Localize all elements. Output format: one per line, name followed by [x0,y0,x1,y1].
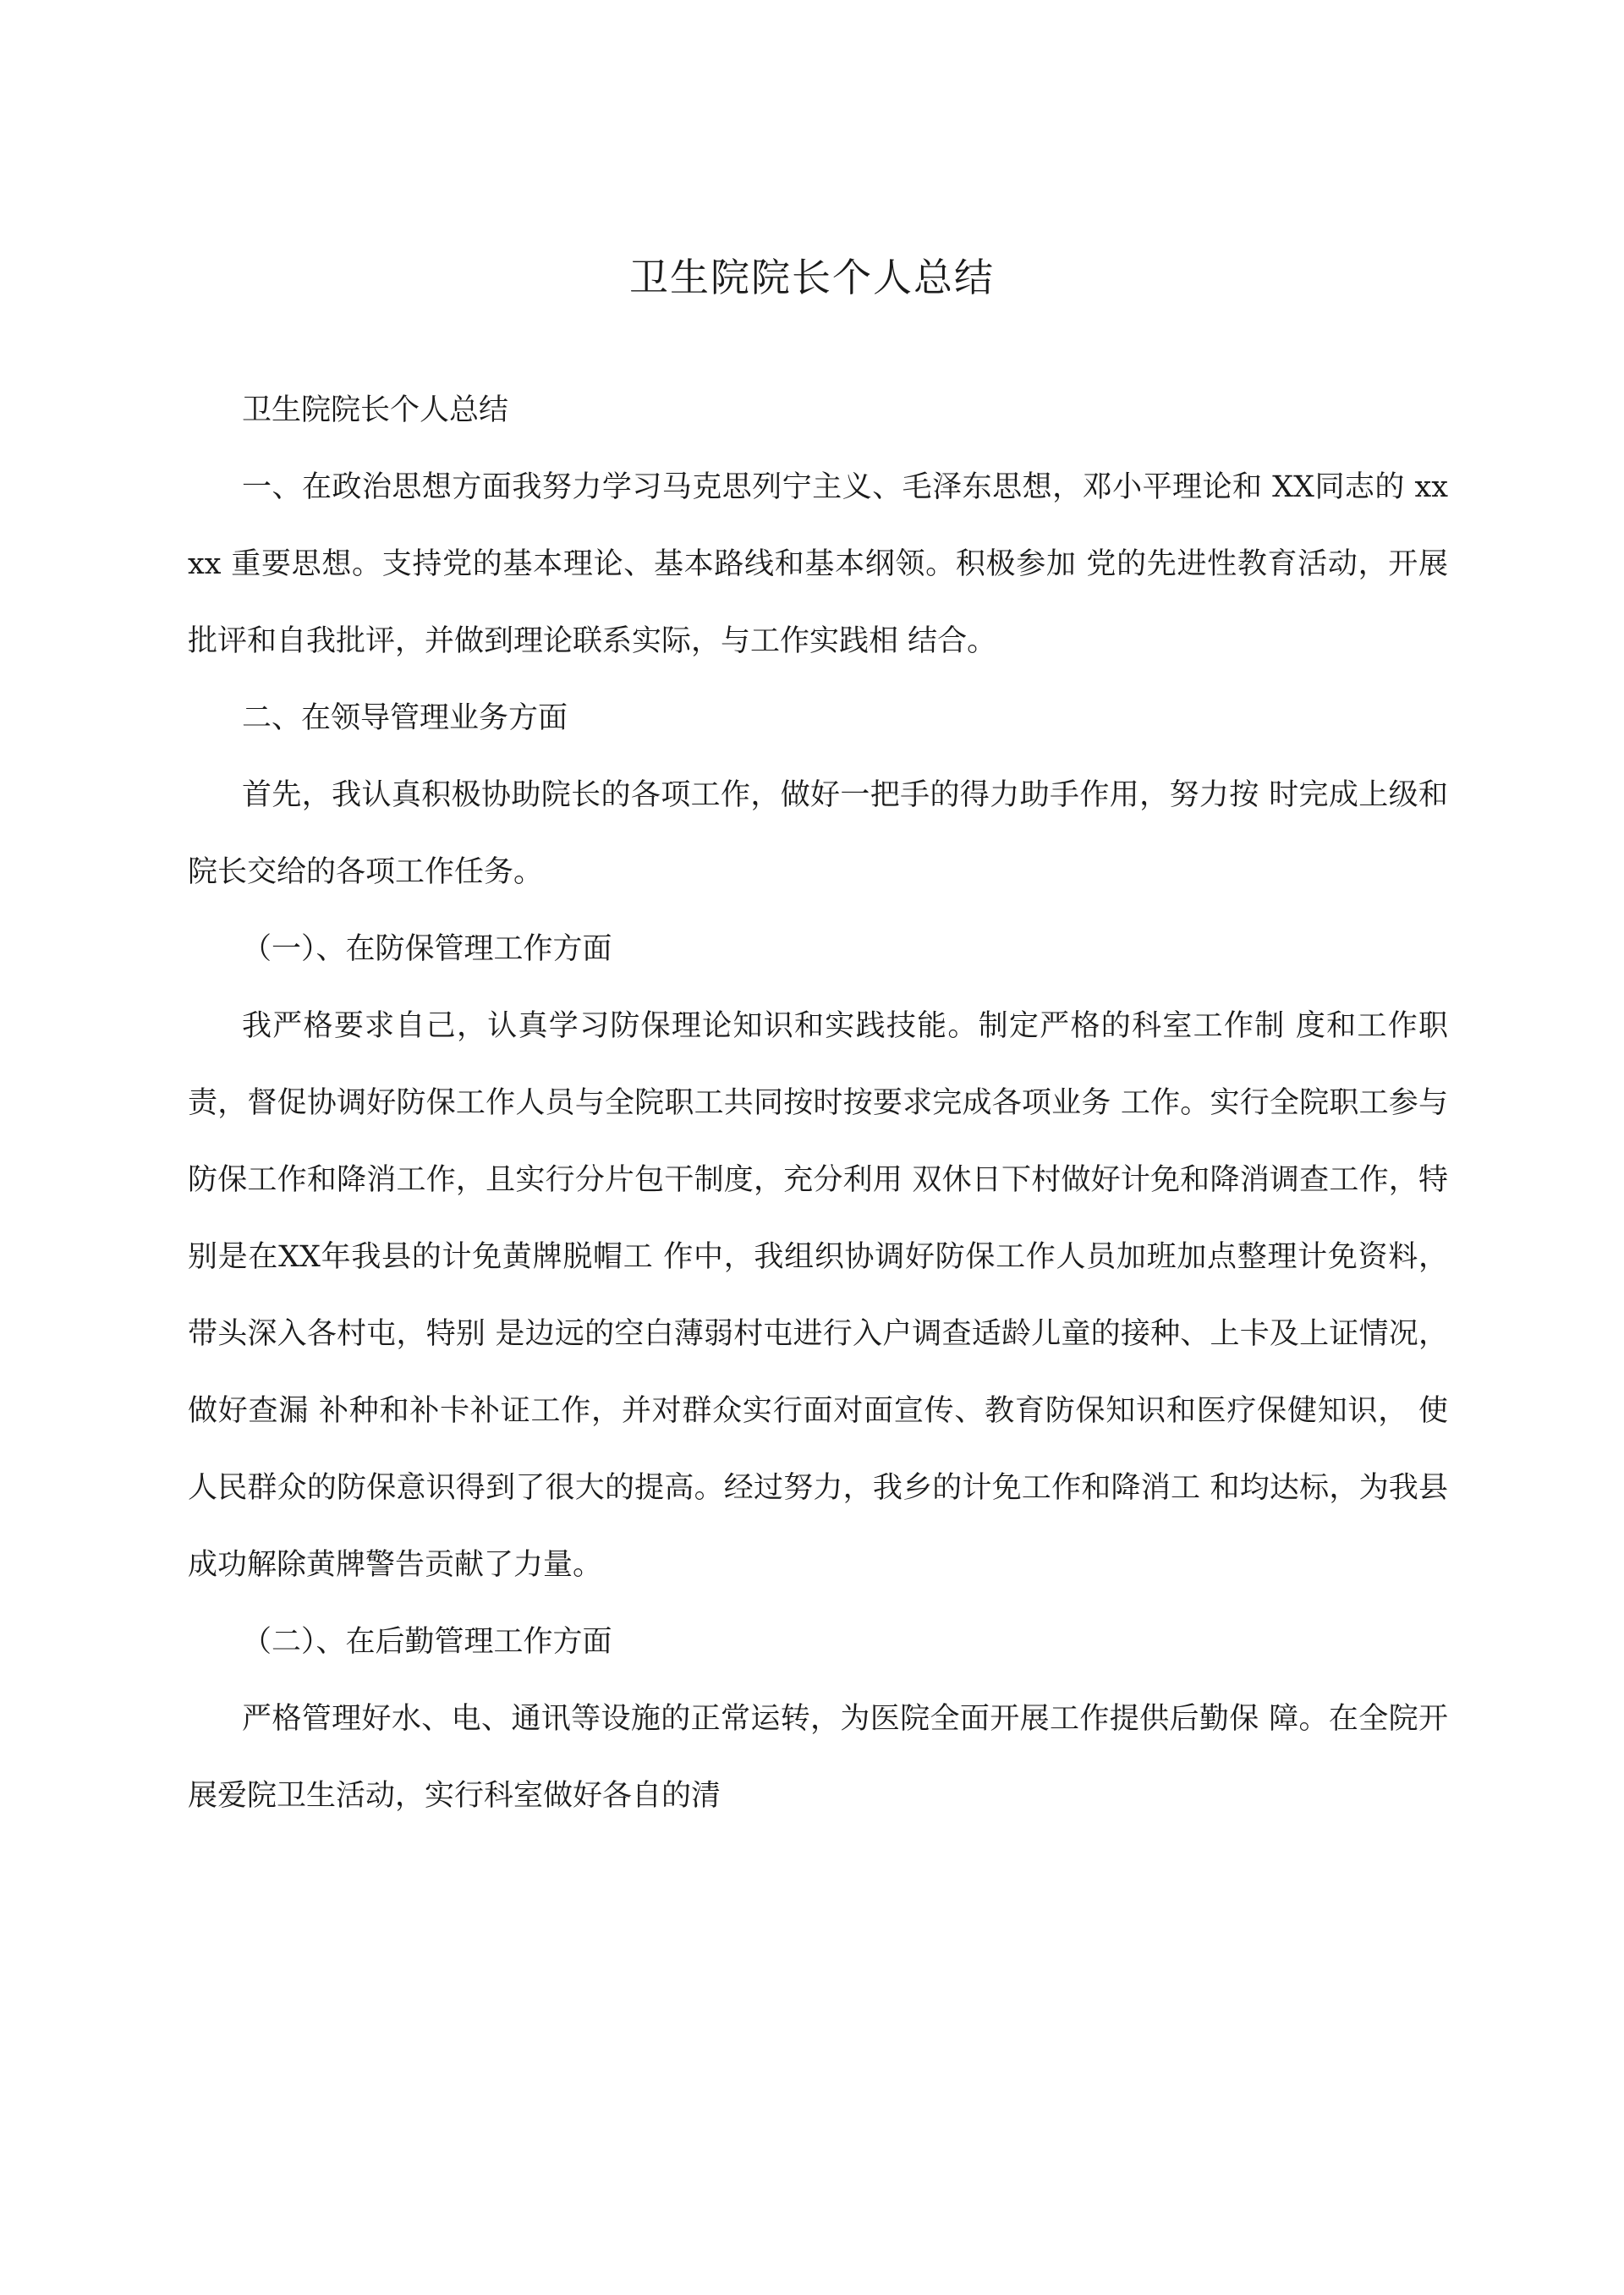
document-body [188,372,1448,1835]
paragraph-subsection-two-heading: （二）、在后勤管理工作方面 [242,1625,612,1659]
paragraph-logistics: 严格管理好水、电、通讯等设施的正常运转，为医院全面开展工作提供后勤保 障。在全院开展爱院卫生活动，实行科室做好各自的清 [188,1702,1448,1813]
paragraph-section-two-heading: 二、在领导管理业务方面 [242,701,568,735]
paragraph-political-thought: 一、在政治思想方面我努力学习马克思列宁主义、毛泽东思想，邓小平理论和 XX同志的 xxxx 重要思想。支持党的基本理论、基本路线和基本纲领。积极参加 党的先进性教育活动，开展批评和自我批评，并做到理论联系实际，与工作实践相 结合。 [188,470,1448,658]
document-title: 卫生院院长个人总结 [629,255,995,300]
paragraph-epidemic-prevention: 我严格要求自己，认真学习防保理论知识和实践技能。制定严格的科室工作制 度和工作职责，督促协调好防保工作人员与全院职工共同按时按要求完成各项业务 工作。实行全院职工参与防保工作和降消工作，且实行分片包干制度，充分利用 双休日下村做好计免和降消调查工作，特别是在XX年我县的计免黄牌脱帽工 作中，我组织协调好防保工作人员加班加点整理计免资料，带头深入各村屯，特别 是边远的空白薄弱村屯进行入户调查适龄儿童的接种、上卡及上证情况，做好查漏 补种和补卡补证工作，并对群众实行面对面宣传、教育防保知识和医疗保健知识， 使人民群众的防保意识得到了很大的提高。经过努力，我乡的计免工作和降消工 和均达标，为我县成功解除黄牌警告贡献了力量。 [188,1009,1448,1582]
paragraph-subsection-one-heading: （一）、在防保管理工作方面 [242,932,612,966]
paragraph-heading: 卫生院院长个人总结 [242,393,509,427]
paragraph-assist-director: 首先，我认真积极协助院长的各项工作，做好一把手的得力助手作用，努力按 时完成上级和院长交给的各项工作任务。 [188,778,1448,889]
